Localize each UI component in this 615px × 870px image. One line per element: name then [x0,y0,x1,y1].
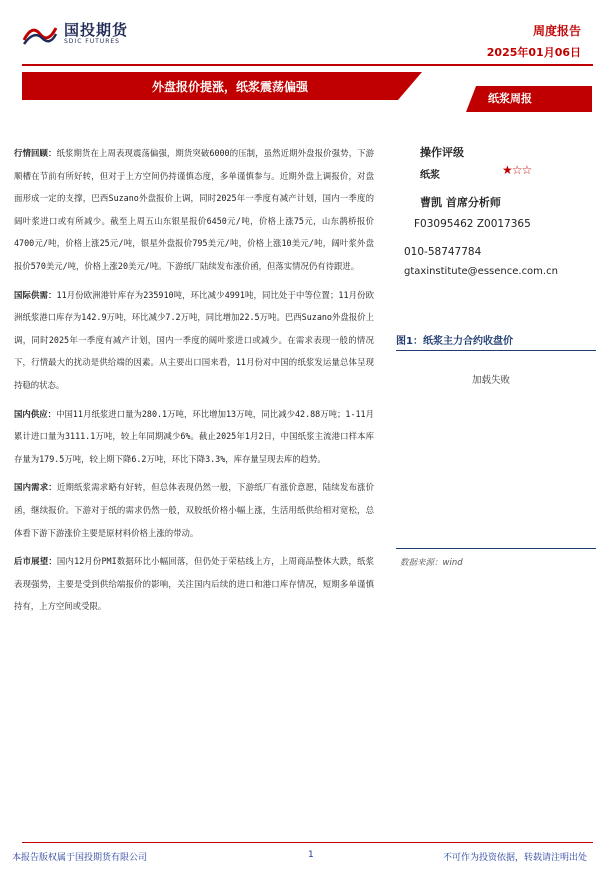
figure-bottom-rule [396,548,596,549]
paragraph-lead: 国内供应： [14,408,57,419]
paragraph-text: 纸浆期货在上周表现震荡偏强，期货突破6000的压制，虽然近期外盘报价强势，下游顺槽在节前有所好转，但对于上方空间仍持谨慎态度，多单谨慎参与。近期外盘上调报价，对盘面形成一定的支撑，巴西Suzano外盘报价上调，同时2025年一季度有减产计划，国内一季度的阔叶浆进口或有所减少。截至上周五山东银星报价6450元/吨，价格上涨75元，山东鹊桥报价4700元/吨，价格上涨25元/吨，银星外盘报价795美元/吨，价格上涨10美元/吨，阔叶浆外盘报价570美元/吨，价格上涨20美元/吨。下游纸厂陆续发布涨价函，但落实情况仍有待跟进。 [14,148,375,271]
analyst-cert: F03095462 Z0017365 [414,218,531,230]
report-date: 2025年01月06日 [486,46,581,59]
logo-name-en: SDIC FUTURES [64,38,120,45]
rating-item: 纸浆 [420,170,440,181]
contact-email: gtaxinstitute@essence.com.cn [404,266,558,277]
footer-copyright: 本报告版权属于国投期货有限公司 [12,853,148,863]
analyst-name: 曹凯 首席分析师 [420,196,501,209]
paragraph-text: 近期纸浆需求略有好转，但总体表现仍然一般，下游纸厂有涨价意愿，陆续发布涨价函，继续报价。下游对于纸的需求仍然一般，双胶纸价格小幅上涨，生活用纸供给相对宽松，总体看下游下游涨价主要是原材料价格上涨的带动。 [14,482,375,538]
paragraph-lead: 国际供需： [14,289,57,300]
paragraph-lead: 国内需求： [14,482,57,493]
footer-disclaimer: 不可作为投资依据，转载请注明出处 [442,853,587,863]
company-logo [22,22,128,46]
logo-name-cn: 国投期货 [64,21,129,39]
rating-label: 操作评级 [420,146,464,159]
paragraph-domestic-supply [14,403,374,471]
report-type: 周度报告 [532,24,581,38]
report-title: 外盘报价提涨，纸浆震荡偏强 [152,80,309,94]
paragraph-market-review [14,142,374,278]
header-divider [22,64,593,66]
paragraph-text: 中国11月纸浆进口量为280.1万吨，环比增加13万吨，同比减少42.88万吨；1-11月累计进口量为3111.1万吨，较上年同期减少6%。截止2025年1月2日，中国纸浆主流港口样本库存量为179.5万吨，较上期下降6.2万吨，环比下降3.3%，库存量呈现去库的趋势。 [14,408,375,464]
paragraph-text: 国内12月份PMI数据环比小幅回落，但仍处于荣枯线上方，上周商品整体大跌，纸浆表现强势，主要是受到供给端报价的影响，关注国内后续的进口和港口库存情况，短期多单谨慎持有，上方空间或受限。 [14,556,375,612]
paragraph-outlook [14,550,374,618]
page-number: 1 [308,850,314,860]
report-category-tag: 纸浆周报 [488,92,532,105]
title-banner [22,72,592,112]
paragraph-intl-supply-demand [14,284,374,397]
footer-divider [22,842,593,843]
paragraph-domestic-demand [14,476,374,544]
paragraph-lead: 后市展望： [14,556,57,567]
paragraph-text: 11月份欧洲港针库存为235910吨，环比减少4991吨，同比处于中等位置；11月份欧洲纸浆港口库存为142.9万吨，环比减少7.2万吨，同比增加22.5万吨。巴西Suzano外盘报价上调，同时2025年一季度有减产计划，国内一季度的阔叶浆进口或减少。在需求表现一般的情况下，行情最大的扰动是供给端的因素。从主要出口国来看，11月份对中国的纸浆发运量总体呈现持稳的状态。 [14,289,375,390]
figure-load-error: 加载失败 [472,375,511,386]
contact-phone: 010-58747784 [404,246,482,258]
paragraph-lead: 行情回顾： [14,148,57,158]
main-content [14,142,374,624]
figure-source: 数据来源：wind [400,558,463,568]
figure-top-rule [396,350,596,351]
rating-stars-icon: ★☆☆ [502,163,532,177]
figure-title: 图1：纸浆主力合约收盘价 [396,336,513,347]
logo-wave-icon [22,22,58,46]
